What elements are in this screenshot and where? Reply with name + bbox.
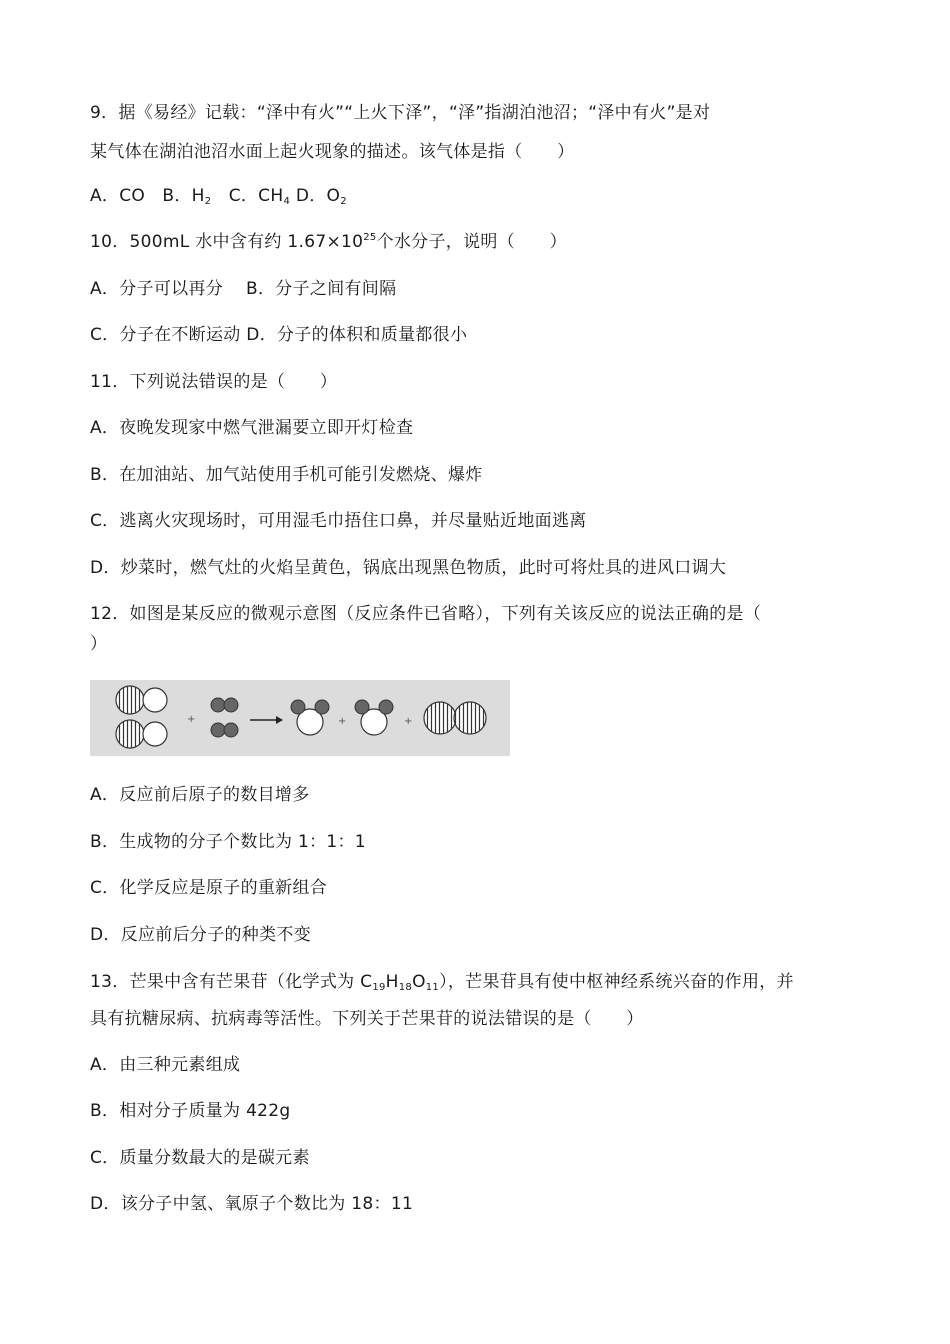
q13-option-a: A．由三种元素组成	[90, 1055, 241, 1075]
q10-exponent: 25	[363, 232, 377, 243]
q13-h-subscript: 18	[398, 982, 413, 993]
plus-sign-3: +	[404, 716, 413, 727]
q13-o-symbol: O	[412, 972, 426, 992]
reaction-diagram-svg	[90, 680, 510, 756]
q10-stem-prefix: 10．500mL 水中含有约 1.67×10	[90, 232, 364, 252]
q10-stem	[90, 230, 567, 254]
plus-sign-1: +	[187, 714, 196, 725]
q9-option-a-b: A．CO B．H	[90, 186, 205, 206]
q12-option-a: A．反应前后原子的数目增多	[90, 785, 310, 805]
q12-stem-line2: ）	[90, 634, 108, 654]
q12-stem-line1: 12．如图是某反应的微观示意图（反应条件已省略），下列有关该反应的说法正确的是（	[90, 604, 762, 624]
q13-stem-suffix: ），芒果苷具有使中枢神经系统兴奋的作用，并	[439, 972, 794, 992]
q13-o-subscript: 11	[425, 982, 440, 993]
q9-options	[90, 184, 347, 208]
q9-option-d: D．O	[290, 186, 341, 206]
q11-option-b: B．在加油站、加气站使用手机可能引发燃烧、爆炸	[90, 465, 483, 485]
q9-o-subscript: 2	[340, 196, 347, 207]
reactant-molecule-1	[116, 686, 167, 714]
reactant-molecule-2	[116, 720, 167, 748]
q13-option-d: D．该分子中氢、氧原子个数比为 18：11	[90, 1194, 414, 1214]
q11-option-c: C．逃离火灾现场时，可用湿毛巾捂住口鼻，并尽量贴近地面逃离	[90, 511, 587, 531]
plus-sign-2: +	[338, 716, 347, 727]
q9-stem-line1: 9．据《易经》记载：“泽中有火”“上火下泽”，“泽”指湖泊池沼；“泽中有火”是对	[90, 103, 711, 123]
q13-option-c: C．质量分数最大的是碳元素	[90, 1148, 310, 1168]
q13-stem-prefix: 13．芒果中含有芒果苷（化学式为 C	[90, 972, 373, 992]
q11-option-d: D．炒菜时，燃气灶的火焰呈黄色，锅底出现黑色物质，此时可将灶具的进风口调大	[90, 558, 727, 578]
q13-stem-line1	[90, 970, 794, 994]
q13-stem-line2: 具有抗糖尿病、抗病毒等活性。下列关于芒果苷的说法错误的是（ ）	[90, 1009, 644, 1029]
reaction-arrow	[250, 716, 283, 724]
q10-options-line2: C．分子在不断运动 D．分子的体积和质量都很小	[90, 325, 468, 345]
product-molecule-2	[355, 700, 393, 735]
q9-ch-subscript: 4	[283, 196, 291, 207]
q12-option-d: D．反应前后分子的种类不变	[90, 925, 311, 945]
q13-h-symbol: H	[385, 972, 399, 992]
q10-options-line1: A．分子可以再分 B．分子之间有间隔	[90, 279, 397, 299]
q13-option-b: B．相对分子质量为 422g	[90, 1101, 291, 1121]
q10-stem-suffix: 个水分子，说明（ ）	[376, 232, 567, 252]
reaction-diagram	[90, 680, 510, 756]
product-molecule-1	[291, 700, 329, 735]
q9-h-subscript: 2	[204, 196, 212, 207]
q9-option-c: C．CH	[211, 186, 284, 206]
reactant-molecule-4	[211, 723, 238, 737]
reactant-molecule-3	[211, 698, 238, 712]
q12-option-b: B．生成物的分子个数比为 1：1：1	[90, 832, 366, 852]
q12-option-c: C．化学反应是原子的重新组合	[90, 878, 328, 898]
q13-c-subscript: 19	[372, 982, 386, 993]
product-molecule-3	[424, 702, 486, 734]
q11-option-a: A．夜晚发现家中燃气泄漏要立即开灯检查	[90, 418, 414, 438]
q9-stem-line2: 某气体在湖泊池沼水面上起火现象的描述。该气体是指（ ）	[90, 142, 575, 162]
q11-stem: 11．下列说法错误的是（ ）	[90, 372, 338, 392]
